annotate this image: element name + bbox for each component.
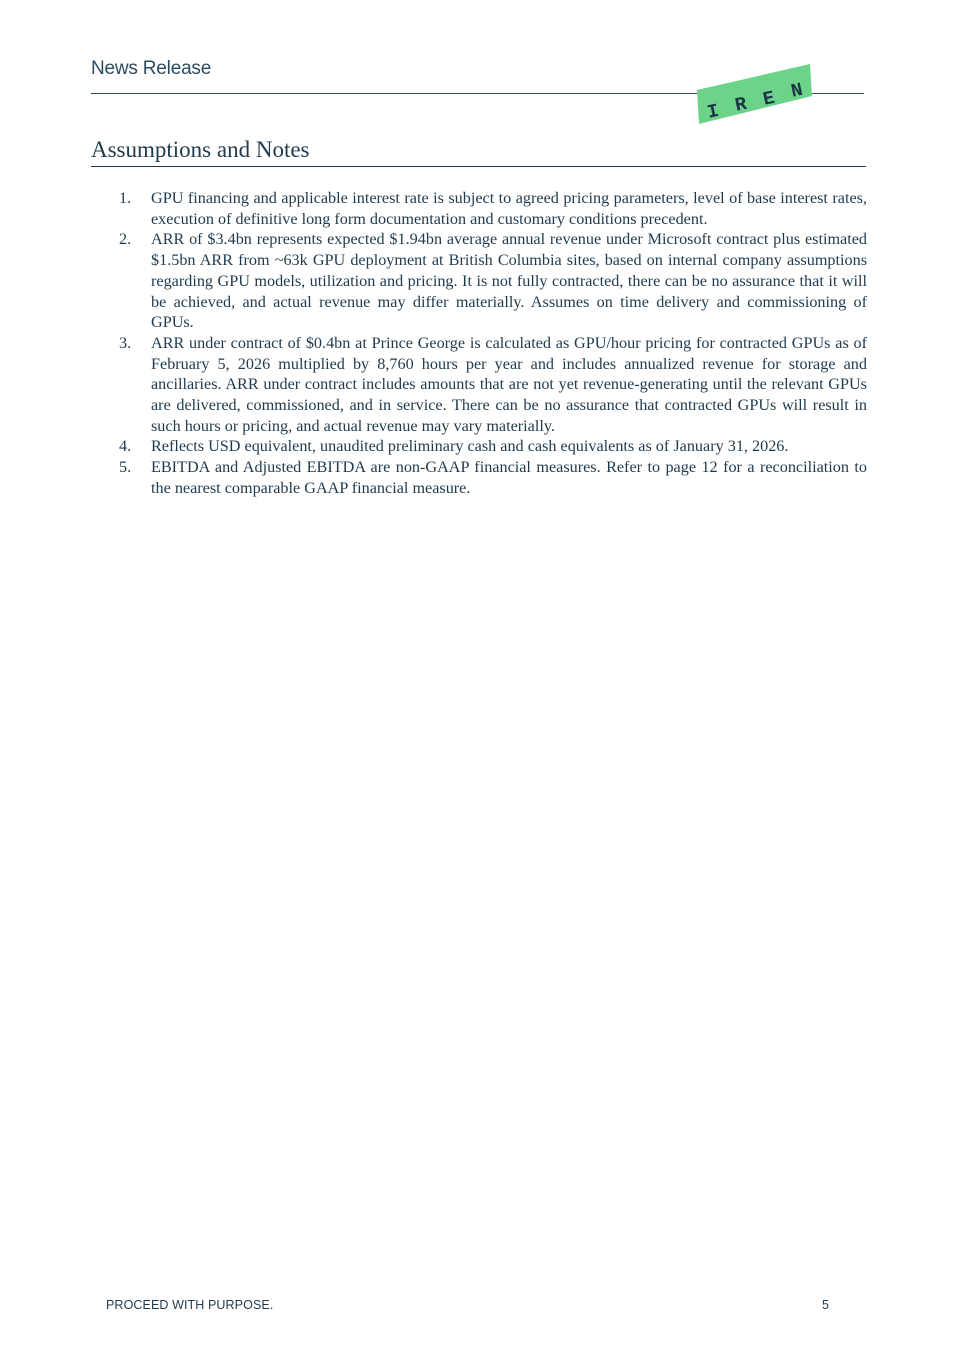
logo-letter-n: N [789,78,805,103]
notes-list [119,188,867,499]
page-number: 5 [822,1298,829,1312]
note-item [119,457,867,498]
note-number: 3. [119,333,132,352]
note-item [119,333,867,437]
note-item [119,188,867,229]
note-number: 1. [119,189,132,207]
note-number: 4. [119,437,132,456]
note-item [119,229,867,333]
note-text: GPU financing and applicable interest rate is subject to agreed pricing parameters, level of base interest rates, execution of definitive long form documentation and customary conditions precedent. [151,189,867,228]
document-header-label: News Release [91,58,212,79]
note-text: EBITDA and Adjusted EBITDA are non-GAAP financial measures. Refer to page 12 for a reconciliation to the nearest comparable GAAP financial measure. [151,458,867,497]
note-text: ARR of $3.4bn represents expected $1.94bn average annual revenue under Microsoft contract plus estimated $1.5bn ARR from ~63k GPU deployment at British Columbia sites, based on internal company assumptions regarding GPU models, utilization and pricing. It is not fully contracted, there can be no assurance that it will be achieved, and actual revenue may differ materially. Assumes on time delivery and commissioning of GPUs. [151,230,867,332]
logo-letter-i: I [705,99,721,124]
note-text: Reflects USD equivalent, unaudited preliminary cash and cash equivalents as of January 31, 2026. [151,437,789,456]
logo-letter-r: R [733,92,749,117]
note-text: ARR under contract of $0.4bn at Prince George is calculated as GPU/hour pricing for contracted GPUs as of February 5, 2026 multiplied by 8,760 hours per year and includes annualized revenue for storage and ancillaries. ARR under contract includes amounts that are not yet revenue-generating until the relevant GPUs are delivered, commissioned, and in service. There can be no assurance that contracted GPUs will result in such hours or pricing, and actual revenue may vary materially. [151,333,867,435]
iren-logo [695,62,815,127]
note-number: 2. [119,230,132,249]
note-item [119,436,867,457]
section-title: Assumptions and Notes [91,137,310,162]
logo-letter-e: E [761,86,777,111]
note-number: 5. [119,458,132,477]
footer-tagline: PROCEED WITH PURPOSE. [106,1298,274,1312]
section-title-divider [91,166,866,167]
